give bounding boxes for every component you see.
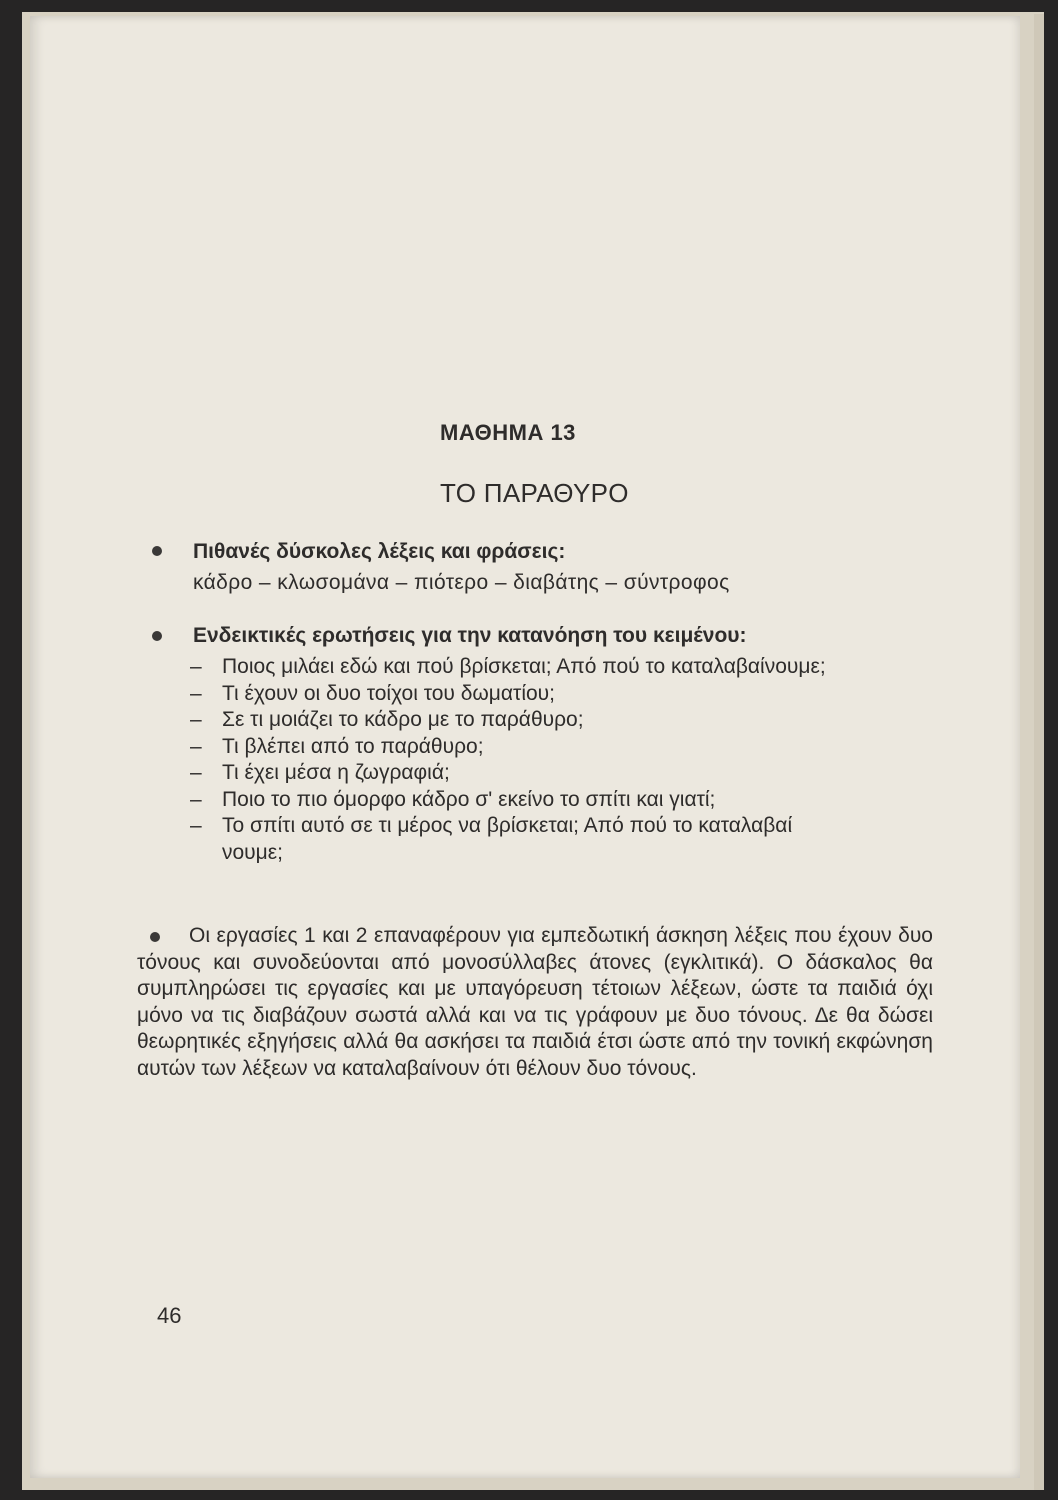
lesson-number-title: ΜΑΘΗΜΑ 13 [440,420,576,445]
section-title: ΤΟ ΠΑΡΑΘΥΡΟ [440,478,629,508]
dash-icon: – [190,708,202,731]
question-text: Σε τι μοιάζει το κάδρο με το παράθυρο; [222,708,584,731]
list-item [190,734,950,761]
dash-icon: – [190,734,202,758]
question-text-continuation: νουμε; [222,840,283,864]
page-number: 46 [157,1303,182,1328]
difficult-words-list: κάδρο – κλωσομάνα – πιότερο – διαβάτης – σύντροφος [193,571,730,594]
question-text: Τι βλέπει από το παράθυρο; [222,734,484,758]
bullet-icon [152,631,162,641]
question-text: Τι έχουν οι δυο τοίχοι του δωματίου; [222,681,555,705]
list-item [190,681,950,708]
question-text: Το σπίτι αυτό σε τι μέρος να βρίσκεται; Από πού το καταλαβαί [222,814,793,837]
list-item [190,707,950,734]
dash-icon: – [190,681,202,705]
binding-edge [1034,14,1044,1490]
dash-icon: – [190,787,202,811]
list-item [190,760,950,787]
exercise-note-paragraph: Οι εργασίες 1 και 2 επαναφέρουν για εμπεδωτική άσκηση λέξεις που έχουν δυο τόνους και συνοδεύονται από μονοσύλλαβες άτονες (εγκλιτικά). Ο δάσκαλος θα συμπληρώσει τις εργασίες και με υπαγόρευση τέτοιων λέξεων, ώστε τα παιδιά όχι μόνο να τις διαβάζουν σωστά αλλά και να τις γράφουν με δυο τόνους. Δε θα δώσει θεωρητικές εξηγήσεις αλλά θα ασκήσει τα παιδιά έτσι ώστε από την τονική εκφώνηση αυτών των λέξεων να καταλαβαίνουν ότι θέλουν δυο τόνους. [137,924,933,1080]
list-item [190,813,950,840]
list-item [190,787,950,814]
list-item [190,654,950,681]
dash-icon: – [190,655,202,678]
difficult-words-heading: Πιθανές δύσκολες λέξεις και φράσεις: [193,540,566,563]
bullet-icon [152,546,162,556]
comprehension-questions [190,654,950,866]
question-text: Τι έχει μέσα η ζωγραφιά; [222,761,450,784]
dash-icon: – [190,761,202,784]
question-text: Ποιος μιλάει εδώ και πού βρίσκεται; Από πού το καταλαβαίνουμε; [222,655,826,678]
list-item-continuation [190,840,950,867]
dash-icon: – [190,814,202,837]
comprehension-heading: Ενδεικτικές ερωτήσεις για την κατανόηση του κειμένου: [193,624,747,647]
question-text: Ποιο το πιο όμορφο κάδρο σ' εκείνο το σπίτι και γιατί; [222,787,716,811]
